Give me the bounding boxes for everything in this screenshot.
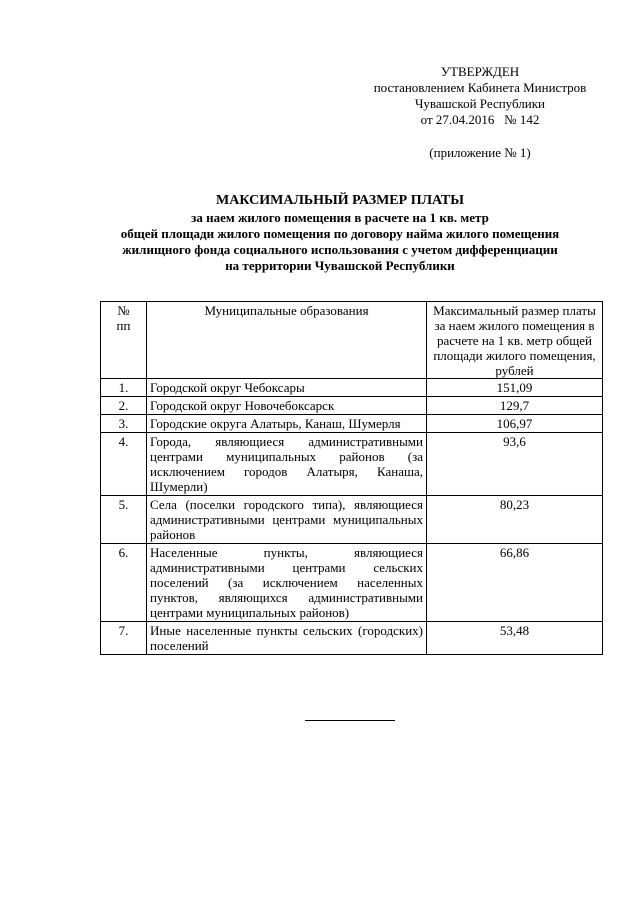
approval-date-number: от 27.04.2016 № 142 [420,112,540,127]
title-line-3: общей площади жилого помещения по договору найма жилого помещения [120,226,560,241]
approval-stamp [355,64,605,128]
header-name: Муниципальные образования [147,302,427,379]
row-value: 80,23 [427,496,603,544]
table-row [101,622,603,655]
row-value: 93,6 [427,433,603,496]
row-value: 129,7 [427,397,603,415]
header-num: № пп [101,302,147,379]
title-line-4: жилищного фонда социального использования с учетом дифференциации [122,242,558,257]
table-header-row [101,302,603,379]
approval-heading: УТВЕРЖДЕН [440,64,520,79]
approval-issuer: постановлением Кабинета Министров [373,80,587,95]
row-name: Городские округа Алатырь, Канаш, Шумерля [147,415,427,433]
row-name: Иные населенные пункты сельских (городских) поселений [147,622,427,655]
row-value: 66,86 [427,544,603,622]
document-title [90,193,590,274]
row-value: 106,97 [427,415,603,433]
table-row [101,379,603,397]
title-line-5: на территории Чувашской Республики [225,258,455,273]
row-name: Села (поселки городского типа), являющиеся административными центрами муниципальных районов [147,496,427,544]
row-name: Городской округ Новочебоксарск [147,397,427,415]
row-num: 3. [101,415,147,433]
title-line-2: за наем жилого помещения в расчете на 1 кв. метр [191,210,489,225]
row-num: 6. [101,544,147,622]
approval-region: Чувашской Республики [414,96,546,111]
appendix-label: (приложение № 1) [429,145,531,160]
table-row [101,544,603,622]
row-num: 2. [101,397,147,415]
rates-table [100,301,603,655]
row-num: 4. [101,433,147,496]
title-main: МАКСИМАЛЬНЫЙ РАЗМЕР ПЛАТЫ [216,193,464,208]
row-name: Населенные пункты, являющиеся административными центрами сельских поселений (за исключением населенных пунктов, являющихся административными центрами муниципальных районов) [147,544,427,622]
row-name: Города, являющиеся административными центрами муниципальных районов (за исключением городов Алатыря, Канаша, Шумерли) [147,433,427,496]
closing-divider [305,720,395,721]
table-row [101,415,603,433]
row-num: 5. [101,496,147,544]
table-row [101,433,603,496]
row-name: Городской округ Чебоксары [147,379,427,397]
row-value: 151,09 [427,379,603,397]
row-value: 53,48 [427,622,603,655]
row-num: 7. [101,622,147,655]
table-row [101,397,603,415]
header-value: Максимальный размер платы за наем жилого помещения в расчете на 1 кв. метр общей площади жилого помещения, рублей [427,302,603,379]
table-row [101,496,603,544]
row-num: 1. [101,379,147,397]
